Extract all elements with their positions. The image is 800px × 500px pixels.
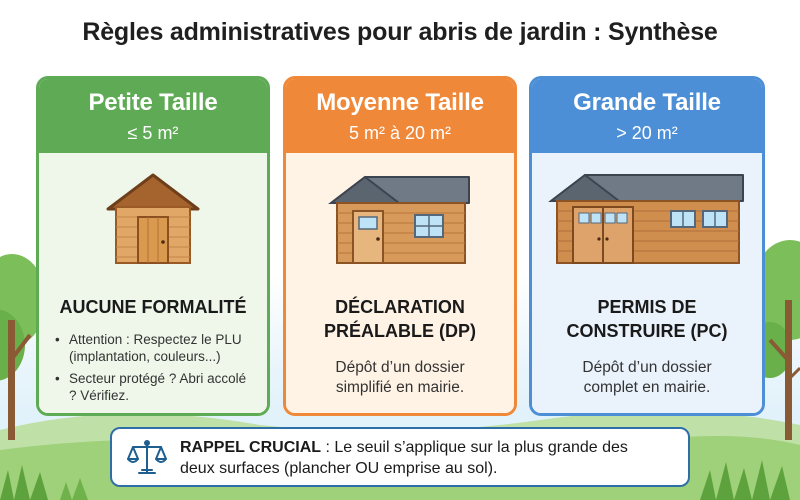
card-rule-line: DÉCLARATION [335, 297, 465, 317]
card-medium-size [283, 76, 517, 416]
reminder-label: RAPPEL CRUCIAL [180, 439, 322, 456]
card-rule-line: PRÉALABLE (DP) [324, 321, 476, 341]
card-header [532, 79, 762, 153]
card-description-line: simplifié en mairie. [335, 379, 465, 396]
card-rule: AUCUNE FORMALITÉ [59, 297, 247, 317]
card-body [286, 153, 514, 413]
large-shed-icon [532, 167, 762, 267]
small-shed-icon [39, 167, 267, 267]
card-description [286, 358, 514, 398]
card-title: Petite Taille [88, 89, 218, 116]
card-title: Moyenne Taille [316, 89, 484, 116]
reminder-line: deux surfaces (plancher OU emprise au sol). [180, 460, 498, 477]
card-rule-line: CONSTRUIRE (PC) [566, 321, 728, 341]
card-rule-line: PERMIS DE [597, 297, 697, 317]
card-size: 5 m² à 20 m² [348, 123, 452, 143]
reminder-text [180, 437, 676, 479]
card-large-size [529, 76, 765, 416]
list-item: • Secteur protégé ? Abri accolé ? Vérifiez. [67, 370, 257, 404]
card-body [532, 153, 762, 413]
reminder-text-part: : Le seuil s’applique sur la plus grande des [321, 439, 628, 456]
scales-icon [126, 437, 168, 484]
reminder-banner [110, 427, 690, 487]
list-item: • Attention : Respectez le PLU (implantation, couleurs...) [67, 331, 257, 365]
card-header [286, 79, 514, 153]
card-description-line: Dépôt d’un dossier [582, 359, 712, 376]
card-title: Grande Taille [573, 89, 721, 116]
card-body [39, 153, 267, 413]
card-description [532, 358, 762, 398]
card-small-size [36, 76, 270, 416]
reminder-line [180, 437, 676, 458]
card-rule [532, 295, 762, 343]
card-description-line: complet en mairie. [583, 379, 711, 396]
medium-shed-icon [286, 167, 514, 267]
card-size: > 20 m² [616, 123, 678, 143]
card-description-line: Dépôt d’un dossier [335, 359, 465, 376]
card-rule [286, 295, 514, 343]
page-title: Règles administratives pour abris de jardin : Synthèse [82, 18, 718, 46]
card-size: ≤ 5 m² [127, 123, 179, 143]
card-header [39, 79, 267, 153]
notes-list [67, 331, 257, 409]
